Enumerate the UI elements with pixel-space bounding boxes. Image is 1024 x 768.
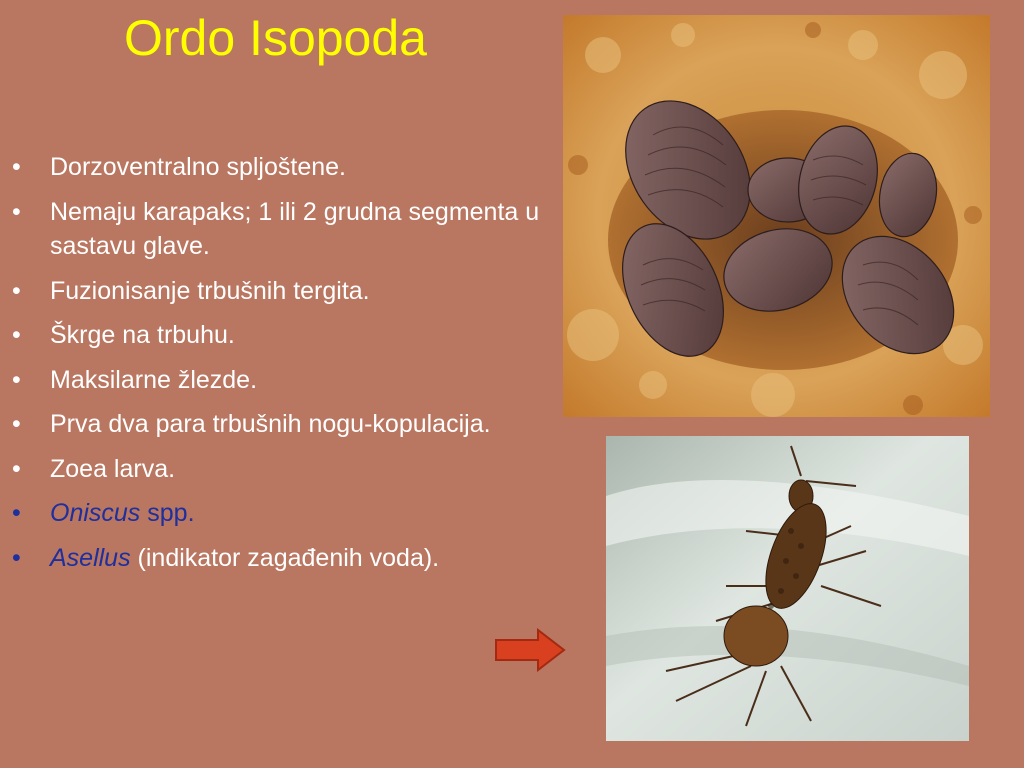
bullet-icon: • [12, 499, 21, 527]
bullet-text: Škrge na trbuhu. [50, 321, 235, 349]
bullet-text: Zoea larva. [50, 454, 176, 483]
arrow-right-icon [494, 628, 566, 677]
bullet-icon: • [12, 197, 21, 226]
bullet-item-oniscus [12, 496, 552, 531]
bullet-text: Maksilarne žlezde. [50, 365, 258, 394]
bullet-text: Nemaju karapaks; 1 ili 2 grudna segmenta u sastavu glave. [50, 197, 540, 260]
bullet-icon: • [12, 543, 21, 572]
genus-name-oniscus: Oniscus [50, 499, 141, 527]
asellus-illustration [606, 436, 969, 741]
bullet-item [12, 274, 552, 309]
bullet-text [50, 544, 439, 572]
bullet-item [12, 363, 552, 398]
bullet-icon: • [12, 276, 21, 305]
asellus-note: (indikator zagađenih voda). [130, 543, 440, 572]
bullet-text: Dorzoventralno spljoštene. [50, 153, 346, 181]
bullet-icon: • [12, 153, 21, 181]
genus-name-asellus: Asellus [50, 543, 131, 572]
species-suffix: spp. [140, 499, 195, 527]
bullet-item-asellus [12, 541, 552, 576]
bullet-item [12, 452, 552, 487]
slide-title: Ordo Isopoda [124, 10, 427, 66]
bullet-icon: • [12, 410, 21, 438]
bullet-item [12, 195, 552, 264]
bullet-item [12, 150, 552, 185]
asellus-photo [606, 436, 969, 741]
bullet-text [50, 499, 195, 527]
bullet-text: Prva dva para trbušnih nogu-kopulacija. [50, 410, 491, 438]
bullet-list [12, 150, 552, 585]
woodlice-photo [563, 15, 990, 417]
bullet-text: Fuzionisanje trbušnih tergita. [50, 276, 370, 305]
bullet-icon: • [12, 365, 21, 394]
bullet-icon: • [12, 321, 21, 349]
bullet-icon: • [12, 454, 21, 483]
woodlice-illustration [563, 15, 990, 417]
bullet-item [12, 407, 552, 442]
bullet-item [12, 318, 552, 353]
